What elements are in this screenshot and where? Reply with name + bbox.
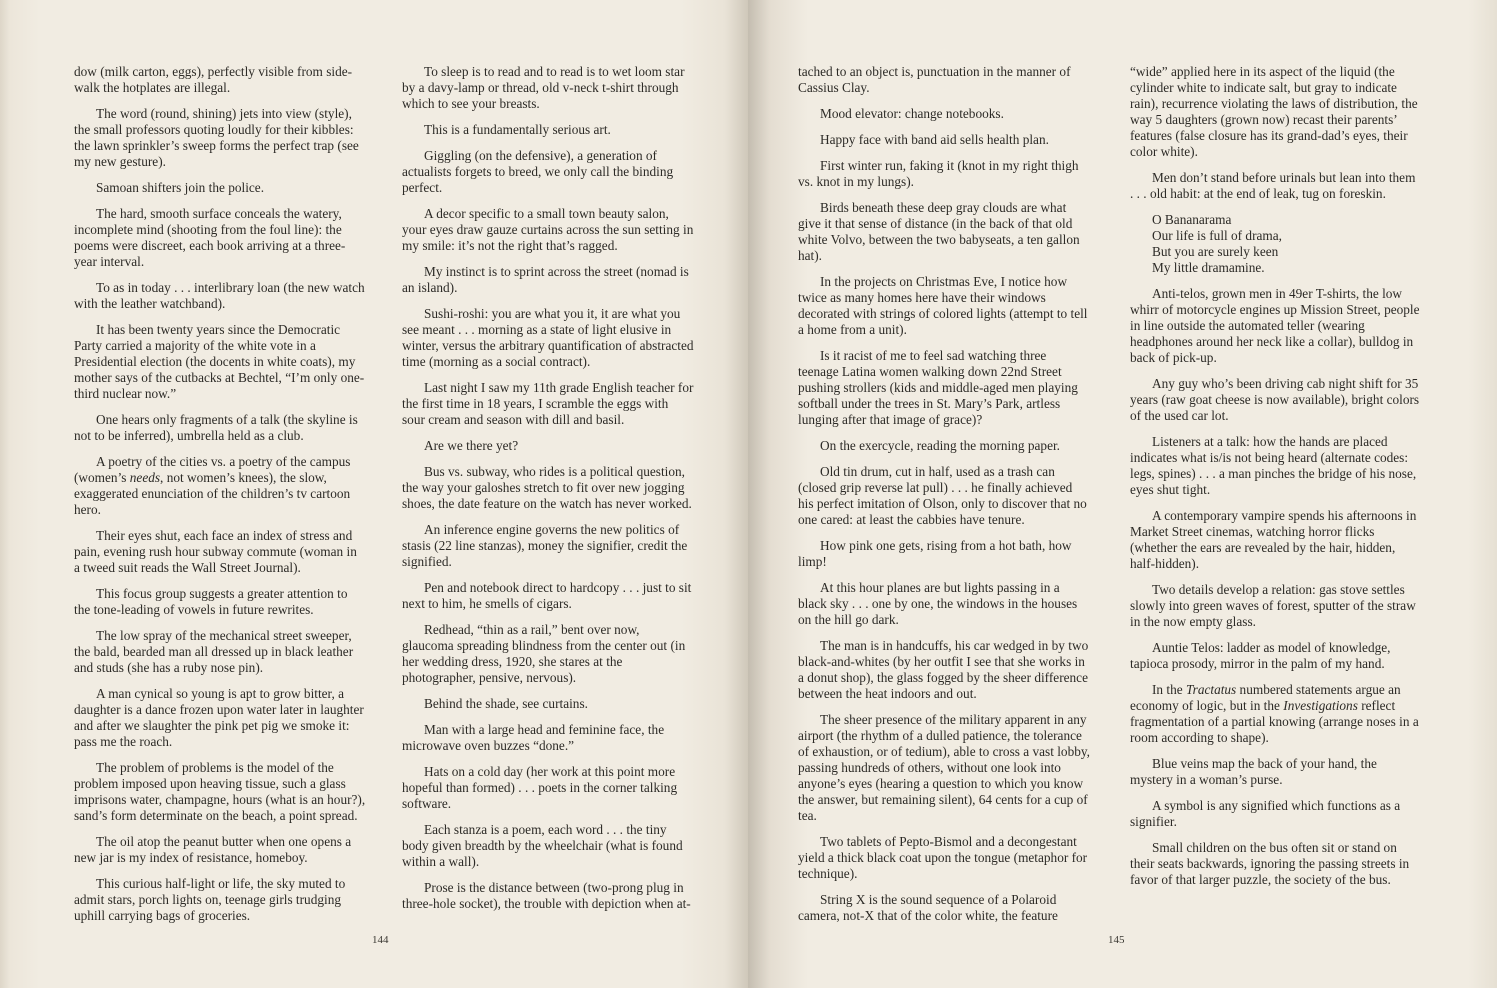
paragraph: Redhead, “thin as a rail,” bent over now, glaucoma spreading blindness from the center out (in her wedding dress, 1920, she stares at the photographer, pensive, nervous). (402, 622, 686, 685)
text-run: numbered statements argue an economy of logic, but in the (1130, 682, 1401, 713)
paragraph: To as in today . . . interlibrary loan (the new watch with the leather watchband). (74, 280, 365, 311)
paragraph: One hears only fragments of a talk (the skyline is not to be inferred), umbrella held as a club. (74, 412, 358, 443)
paragraph: Samoan shifters join the police. (96, 180, 265, 195)
paragraph: Men don’t stand before urinals but lean into them . . . old habit: at the end of leak, tug on foreskin. (1130, 170, 1416, 201)
paragraph: Man with a large head and feminine face, the microwave oven buzzes “done.” (402, 722, 665, 753)
paragraph: Any guy who’s been driving cab night shift for 35 years (raw goat cheese is now available), bright colors of the used car lot. (1130, 376, 1420, 423)
paragraph: The man is in handcuffs, his car wedged in by two black-and-whites (by her outfit I see that she works in a donut shop), the glass fogged by the sheer difference between the heat indoors and out. (798, 638, 1089, 701)
paragraph: An inference engine governs the new politics of stasis (22 line stanzas), money the signifier, credit the signified. (402, 522, 688, 569)
paragraph: Prose is the distance between (two-prong plug in three-hole socket), the trouble with depiction when at- (402, 880, 691, 911)
verse-line: O Bananarama (1152, 212, 1232, 227)
paragraph: This focus group suggests a greater attention to the tone-leading of vowels in future rewrites. (74, 586, 348, 617)
left-page (0, 0, 748, 988)
paragraph: dow (milk carton, eggs), perfectly visible from side-walk the hotplates are illegal. (74, 64, 353, 95)
paragraph: A man cynical so young is apt to grow bitter, a daughter is a dance frozen upon water later in laughter and after we slaughter the pink pet pig we smoke it: pass me the roach. (74, 686, 364, 749)
page-number: 144 (372, 934, 389, 946)
verse-stanza (1152, 212, 1422, 276)
italic-run: needs (129, 470, 161, 485)
paragraph: How pink one gets, rising from a hot bath, how limp! (798, 538, 1072, 569)
paragraph: “wide” applied here in its aspect of the liquid (the cylinder white to indicate salt, but gray to indicate rain), recurrence violating the laws of distribution, the way 5 daughters (grown now) recast their parents’ features (false closure has its grand-dad’s eyes, their color white). (1130, 64, 1418, 159)
paragraph: tached to an object is, punctuation in the manner of Cassius Clay. (798, 64, 1071, 95)
verse-line: Our life is full of drama, (1152, 228, 1282, 243)
paragraph: The sheer presence of the military apparent in any airport (the rhythm of a dulled patience, the tolerance of exhaustion, or of tedium), able to cross a vast lobby, passing hundreds of others, without one look into anyone’s eyes (hearing a question to which you know the answer, but remaining silent), 64 cents for a cup of tea. (798, 712, 1090, 823)
paragraph: The problem of problems is the model of the problem imposed upon heaving tissue, such a glass imprisons water, champagne, hours (what is an hour?), sand’s form determinate on the beach, a point spread. (74, 760, 366, 823)
paragraph: A decor specific to a small town beauty salon, your eyes draw gauze curtains across the sun setting in my smile: it’s not the right that’s ragged. (402, 206, 694, 253)
paragraph: My instinct is to sprint across the street (nomad is an island). (402, 264, 689, 295)
verse-line: But you are surely keen (1152, 244, 1279, 259)
paragraph: Mood elevator: change notebooks. (820, 106, 1004, 121)
paragraph: A contemporary vampire spends his afternoons in Market Street cinemas, watching horror flicks (whether the ears are revealed by the hair, hidden, half-hidden). (1130, 508, 1417, 571)
paragraph: Bus vs. subway, who rides is a political question, the way your galoshes stretch to fit over new jogging shoes, the date feature on the watch has never worked. (402, 464, 692, 511)
paragraph: Birds beneath these deep gray clouds are what give it that sense of distance (in the back of that old white Volvo, between the two babyseats, a ten gallon hat). (798, 200, 1080, 263)
paragraph-tractatus (1130, 682, 1422, 746)
verse-line: My little dramamine. (1152, 260, 1265, 275)
paragraph: This is a fundamentally serious art. (424, 122, 611, 137)
paragraph: Listeners at a talk: how the hands are placed indicates what is/is not being heard (alternate codes: legs, spines) . . . a man pinches the bridge of his nose, eyes shut tight. (1130, 434, 1417, 497)
paragraph: A symbol is any signified which functions as a signifier. (1130, 798, 1401, 829)
text-run: reflect fragmentation of a partial knowing (arrange noses in a room according to shape). (1130, 698, 1419, 745)
italic-run: Tractatus (1185, 682, 1237, 697)
paragraph-poetry (74, 454, 366, 518)
paragraph: Old tin drum, cut in half, used as a trash can (closed grip reverse lat pull) . . . he finally achieved his perfect imitation of Olson, only to discover that no one cared: at least the cabbies have tenure. (798, 464, 1087, 527)
paragraph: This curious half-light or life, the sky muted to admit stars, porch lights on, teenage girls trudging uphill carrying bags of groceries. (74, 876, 346, 923)
paragraph: Is it racist of me to feel sad watching three teenage Latina women walking down 22nd Street pushing strollers (kids and middle-aged men playing softball under the trees in St. Mary’s Park, artless lunging after that image of grace)? (798, 348, 1078, 427)
left-page-column-1 (74, 64, 366, 934)
left-page-column-2 (402, 64, 694, 922)
right-page (748, 0, 1497, 988)
text-run: , not women’s knees), the slow, exaggerated enunciation of the children’s tv cartoon hero. (74, 470, 351, 517)
paragraph: Anti-telos, grown men in 49er T-shirts, the low whirr of motorcycle engines up Mission Street, people in line outside the automated teller (wearing headphones around her neck like a collar), bulldog in back of pick-up. (1130, 286, 1420, 365)
paragraph: At this hour planes are but lights passing in a black sky . . . one by one, the windows in the houses on the hill go dark. (798, 580, 1078, 627)
paragraph: Behind the shade, see curtains. (424, 696, 588, 711)
paragraph: Their eyes shut, each face an index of stress and pain, evening rush hour subway commute (woman in a tweed suit reads the Wall Street Journal). (74, 528, 357, 575)
paragraph: Hats on a cold day (her work at this point more hopeful than formed) . . . poets in the corner talking software. (402, 764, 678, 811)
paragraph: The low spray of the mechanical street sweeper, the bald, bearded man all dressed up in black leather and studs (she has a ruby nose pin). (74, 628, 354, 675)
paragraph: Each stanza is a poem, each word . . . the tiny body given breadth by the wheelchair (what is found within a wall). (402, 822, 683, 869)
paragraph: Two details develop a relation: gas stove settles slowly into green waves of forest, sputter of the straw in the now empty glass. (1130, 582, 1416, 629)
right-page-column-2 (1130, 64, 1422, 898)
text-run: In the (1152, 682, 1186, 697)
paragraph: In the projects on Christmas Eve, I notice how twice as many homes here have their windows decorated with strings of colored lights (attempt to tell a home from a unit). (798, 274, 1088, 337)
paragraph: First winter run, faking it (knot in my right thigh vs. knot in my lungs). (798, 158, 1079, 189)
paragraph: Small children on the bus often sit or stand on their seats backwards, ignoring the passing streets in favor of that larger puzzle, the society of the bus. (1130, 840, 1410, 887)
paragraph: Auntie Telos: ladder as model of knowledge, tapioca prosody, mirror in the palm of my hand. (1130, 640, 1391, 671)
page-number: 145 (1108, 934, 1125, 946)
paragraph: Two tablets of Pepto-Bismol and a decongestant yield a thick black coat upon the tongue (metaphor for technique). (798, 834, 1088, 881)
paragraph: On the exercycle, reading the morning paper. (820, 438, 1060, 453)
paragraph: The word (round, shining) jets into view (style), the small professors quoting loudly for their kibbles: the lawn sprinkler’s sweep forms the perfect trap (see my new gesture). (74, 106, 359, 169)
paragraph: Last night I saw my 11th grade English teacher for the first time in 18 years, I scramble the eggs with sour cream and season with dill and basil. (402, 380, 694, 427)
italic-run: Investigations (1283, 698, 1358, 713)
text-run: A poetry of the cities vs. a poetry of the campus (women’s (74, 454, 351, 485)
paragraph: Are we there yet? (424, 438, 519, 453)
paragraph: Pen and notebook direct to hardcopy . . . just to sit next to him, he smells of cigars. (402, 580, 692, 611)
paragraph: String X is the sound sequence of a Polaroid camera, not-X that of the color white, the feature (798, 892, 1058, 923)
paragraph: The hard, smooth surface conceals the watery, incomplete mind (shooting from the foul line): the poems were discreet, each book arriving at a three-year interval. (74, 206, 346, 269)
paragraph: Giggling (on the defensive), a generation of actualists forgets to breed, we only call the binding perfect. (402, 148, 674, 195)
paragraph: Blue veins map the back of your hand, the mystery in a woman’s purse. (1130, 756, 1377, 787)
right-page-column-1 (798, 64, 1090, 934)
paragraph: Happy face with band aid sells health plan. (820, 132, 1049, 147)
paragraph: The oil atop the peanut butter when one opens a new jar is my index of resistance, homeboy. (74, 834, 352, 865)
paragraph: Sushi-roshi: you are what you it, it are what you see meant . . . morning as a state of light elusive in winter, versus the arbitrary quantification of abstracted time (morning as a social contract). (402, 306, 694, 369)
paragraph: To sleep is to read and to read is to wet loom star by a davy-lamp or thread, old v-neck t-shirt through which to see your breasts. (402, 64, 685, 111)
paragraph: It has been twenty years since the Democratic Party carried a majority of the white vote in a Presidential election (the docents in white coats), my mother says of the cutbacks at Bechtel, “I’m only one-third nuclear now.” (74, 322, 365, 401)
